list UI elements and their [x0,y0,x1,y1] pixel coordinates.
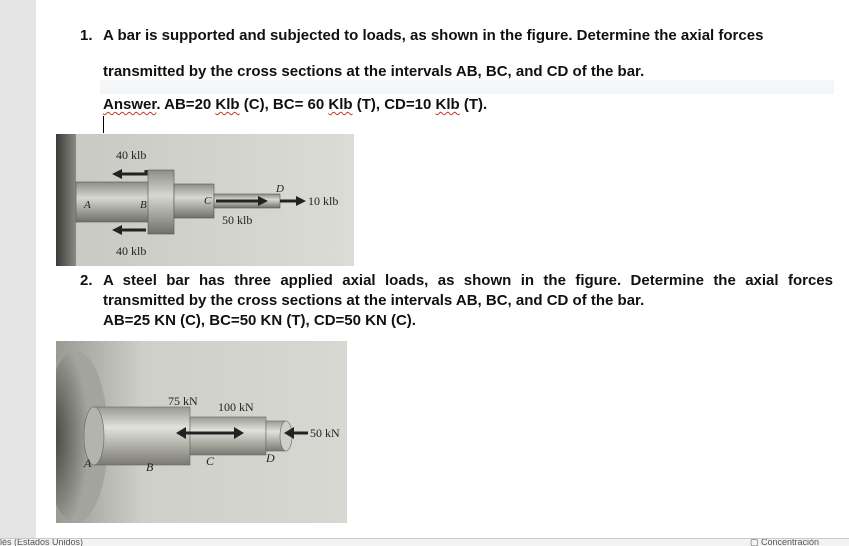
problem1-number: 1. [80,27,93,44]
problem1-line2: transmitted by the cross sections at the intervals AB, BC, and CD of the bar. [103,63,645,80]
text-cursor [103,116,104,133]
problem1-figure[interactable] [56,134,354,266]
bar-figure-2 [56,341,347,523]
label-load3: 50 kN [310,426,340,440]
segment-ab [94,407,190,465]
bar-figure-1 [56,134,354,266]
label-bottom-load: 40 klb [116,244,147,258]
problem1-line1: A bar is supported and subjected to loads, as shown in the figure. Determine the axial forces [103,27,764,44]
point-b: B [140,199,147,211]
collar-b [148,170,174,234]
point-c: C [206,454,215,468]
segment-bc [190,417,266,455]
label-load2: 100 kN [218,400,254,414]
problem2-figure[interactable] [56,341,347,523]
answer-unit-2: Klb [328,96,353,113]
problem2-line1: A steel bar has three applied axial loads, as shown in the figure. Determine the axial forces [103,272,833,289]
point-b: B [146,460,154,474]
answer-suffix: (T). [459,96,488,113]
left-gutter [0,0,36,540]
point-a: A [84,199,91,211]
language-status[interactable]: lés (Estados Unidos) [0,538,84,546]
answer-ab: . AB=20 [156,96,216,113]
answer-unit-3: Klb [435,96,460,113]
problem2-answer: AB=25 KN (C), BC=50 KN (T), CD=50 KN (C). [103,312,416,329]
answer-unit-1: Klb [215,96,240,113]
answer-label: Answer [103,96,157,113]
wall-support [56,134,76,266]
label-mid-load: 50 klb [222,213,253,227]
answer-bc: (C), BC= 60 [239,96,329,113]
answer-cd: (T), CD=10 [352,96,436,113]
problem2-line2: transmitted by the cross sections at the intervals AB, BC, and CD of the bar. [103,292,645,309]
problem2-number: 2. [80,272,93,289]
problem1-answer [103,96,487,113]
focus-icon: ▢ [749,538,761,546]
point-c: C [204,195,212,207]
label-top-load: 40 klb [116,148,147,162]
point-d: D [276,183,284,195]
focus-label: Concentración [760,538,819,546]
line-highlight [100,80,834,94]
point-d: D [266,451,275,465]
label-load1: 75 kN [168,394,198,408]
label-end-load: 10 klb [308,194,339,208]
point-a: A [84,456,92,470]
